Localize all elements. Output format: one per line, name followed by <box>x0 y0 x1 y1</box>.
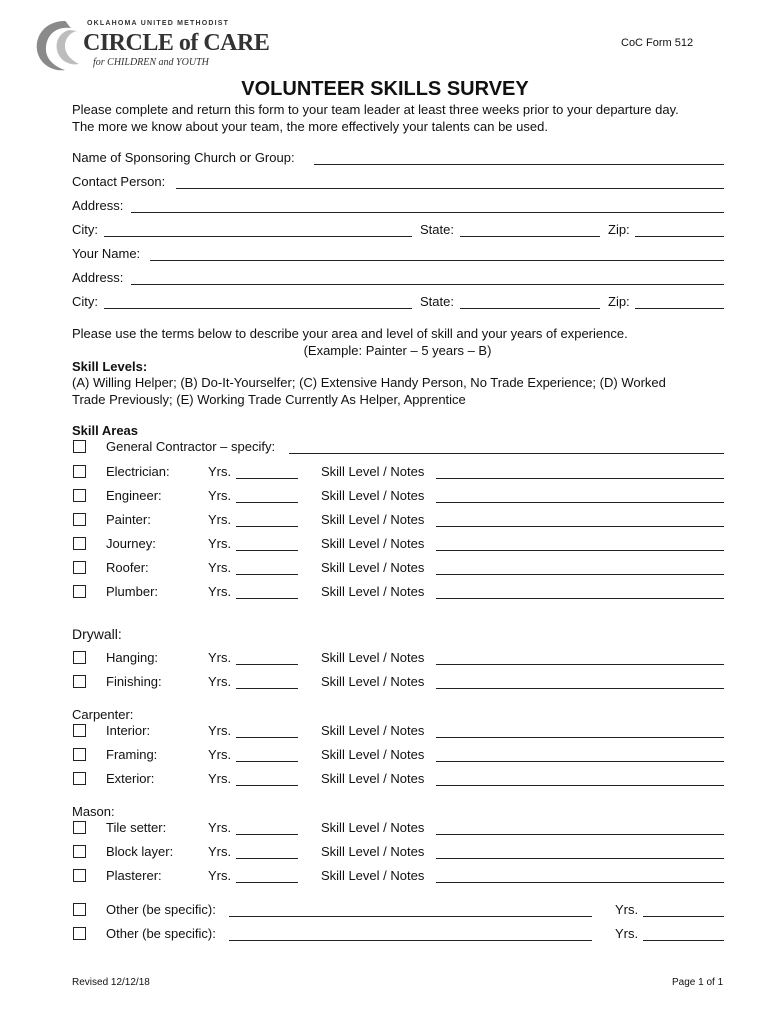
skill-checkbox[interactable] <box>73 748 86 761</box>
skill-notes-label: Skill Level / Notes <box>321 844 425 859</box>
yrs-field[interactable] <box>236 785 298 786</box>
skill-notes-field[interactable] <box>436 882 724 883</box>
other-label: Other (be specific): <box>106 926 216 941</box>
skill-notes-label: Skill Level / Notes <box>321 868 425 883</box>
zip-2-field[interactable] <box>635 308 724 309</box>
skill-notes-field[interactable] <box>436 502 724 503</box>
skill-notes-field[interactable] <box>436 478 724 479</box>
skill-checkbox[interactable] <box>73 465 86 478</box>
page-title: VOLUNTEER SKILLS SURVEY <box>241 78 529 100</box>
skill-checkbox[interactable] <box>73 513 86 526</box>
contact-person-field[interactable] <box>176 188 724 189</box>
skill-notes-field[interactable] <box>436 574 724 575</box>
skill-name: Plumber: <box>106 584 159 599</box>
carpenter-heading: Carpenter: <box>72 707 134 722</box>
yrs-label: Yrs. <box>208 771 232 786</box>
skill-notes-field[interactable] <box>436 526 724 527</box>
other-label: Other (be specific): <box>106 902 216 917</box>
drywall-heading: Drywall: <box>72 626 122 642</box>
skill-checkbox[interactable] <box>73 869 86 882</box>
church-label: Name of Sponsoring Church or Group: <box>72 150 295 165</box>
yrs-field[interactable] <box>236 882 298 883</box>
other-specify-field[interactable] <box>229 916 592 917</box>
skill-notes-label: Skill Level / Notes <box>321 488 425 503</box>
skill-name: Journey: <box>106 536 156 551</box>
skill-checkbox[interactable] <box>73 772 86 785</box>
yrs-label: Yrs. <box>208 820 232 835</box>
skill-notes-label: Skill Level / Notes <box>321 771 425 786</box>
skill-notes-field[interactable] <box>436 688 724 689</box>
yrs-label: Yrs. <box>208 844 232 859</box>
skill-name: Framing: <box>106 747 158 762</box>
yrs-field[interactable] <box>643 916 724 917</box>
skill-notes-field[interactable] <box>436 598 724 599</box>
skill-notes-field[interactable] <box>436 664 724 665</box>
city-2-label: City: <box>72 294 98 309</box>
skill-notes-label: Skill Level / Notes <box>321 747 425 762</box>
other-checkbox[interactable] <box>73 927 86 940</box>
skill-notes-label: Skill Level / Notes <box>321 584 425 599</box>
yrs-label: Yrs. <box>208 868 232 883</box>
your-name-label: Your Name: <box>72 246 141 261</box>
skill-notes-field[interactable] <box>436 550 724 551</box>
other-checkbox[interactable] <box>73 903 86 916</box>
logo-org-text: OKLAHOMA UNITED METHODIST <box>87 20 230 27</box>
intro-line-1: Please complete and return this form to your team leader at least three weeks prior to your departure day. <box>72 102 679 117</box>
footer-page: Page 1 of 1 <box>672 977 724 988</box>
yrs-field[interactable] <box>236 688 298 689</box>
general-contractor-checkbox[interactable] <box>73 440 86 453</box>
example-text: (Example: Painter – 5 years – B) <box>303 343 492 358</box>
yrs-label: Yrs. <box>208 536 232 551</box>
zip-label: Zip: <box>608 222 630 237</box>
skill-name: Plasterer: <box>106 868 162 883</box>
yrs-field[interactable] <box>236 761 298 762</box>
skill-name: Interior: <box>106 723 151 738</box>
instructions-text: Please use the terms below to describe your area and level of skill and your years of experience. <box>72 326 628 341</box>
state-2-field[interactable] <box>460 308 600 309</box>
yrs-field[interactable] <box>236 737 298 738</box>
skill-levels-line-2: Trade Previously; (E) Working Trade Currently As Helper, Apprentice <box>72 392 466 407</box>
yrs-label: Yrs. <box>208 723 232 738</box>
general-contractor-field[interactable] <box>289 453 724 454</box>
yrs-label: Yrs. <box>208 650 232 665</box>
yrs-label: Yrs. <box>208 674 232 689</box>
skill-checkbox[interactable] <box>73 845 86 858</box>
yrs-label: Yrs. <box>615 926 639 941</box>
skill-name: Block layer: <box>106 844 174 859</box>
state-field[interactable] <box>460 236 600 237</box>
skill-notes-field[interactable] <box>436 834 724 835</box>
logo-name-text: CIRCLE of CARE <box>83 30 270 56</box>
yrs-field[interactable] <box>236 598 298 599</box>
yrs-label: Yrs. <box>208 560 232 575</box>
form-code: CoC Form 512 <box>621 37 694 49</box>
skill-checkbox[interactable] <box>73 821 86 834</box>
city-field[interactable] <box>104 236 412 237</box>
contact-person-label: Contact Person: <box>72 174 166 189</box>
yrs-field[interactable] <box>236 834 298 835</box>
skill-checkbox[interactable] <box>73 651 86 664</box>
skill-levels-line-1: (A) Willing Helper; (B) Do-It-Yourselfer; (C) Extensive Handy Person, No Trade Experience; (D) Worked <box>72 375 666 390</box>
skill-notes-label: Skill Level / Notes <box>321 820 425 835</box>
skill-notes-label: Skill Level / Notes <box>321 560 425 575</box>
zip-field[interactable] <box>635 236 724 237</box>
address-label: Address: <box>72 198 124 213</box>
skill-notes-label: Skill Level / Notes <box>321 650 425 665</box>
skill-notes-label: Skill Level / Notes <box>321 464 425 479</box>
skill-notes-label: Skill Level / Notes <box>321 512 425 527</box>
skill-checkbox[interactable] <box>73 724 86 737</box>
yrs-field[interactable] <box>236 664 298 665</box>
skill-name: Engineer: <box>106 488 162 503</box>
skill-name: Exterior: <box>106 771 155 786</box>
skill-name: Hanging: <box>106 650 159 665</box>
yrs-label: Yrs. <box>615 902 639 917</box>
yrs-label: Yrs. <box>208 464 232 479</box>
yrs-label: Yrs. <box>208 512 232 527</box>
yrs-field[interactable] <box>236 526 298 527</box>
skill-notes-field[interactable] <box>436 737 724 738</box>
church-field[interactable] <box>314 164 724 165</box>
skill-checkbox[interactable] <box>73 585 86 598</box>
skill-notes-field[interactable] <box>436 761 724 762</box>
skill-name: Painter: <box>106 512 151 527</box>
city-label: City: <box>72 222 98 237</box>
other-specify-field[interactable] <box>229 940 592 941</box>
your-name-field[interactable] <box>150 260 724 261</box>
yrs-label: Yrs. <box>208 488 232 503</box>
yrs-field[interactable] <box>236 478 298 479</box>
skill-notes-label: Skill Level / Notes <box>321 536 425 551</box>
skill-name: Roofer: <box>106 560 149 575</box>
intro-line-2: The more we know about your team, the more effectively your talents can be used. <box>72 119 548 134</box>
zip-2-label: Zip: <box>608 294 630 309</box>
yrs-field[interactable] <box>236 574 298 575</box>
skill-areas-heading: Skill Areas <box>72 423 139 438</box>
mason-heading: Mason: <box>72 804 115 819</box>
skill-notes-label: Skill Level / Notes <box>321 723 425 738</box>
yrs-field[interactable] <box>643 940 724 941</box>
city-2-field[interactable] <box>104 308 412 309</box>
yrs-field[interactable] <box>236 550 298 551</box>
logo-sub-text: for CHILDREN and YOUTH <box>93 57 209 68</box>
yrs-label: Yrs. <box>208 584 232 599</box>
skill-levels-heading: Skill Levels: <box>72 359 148 374</box>
skill-notes-label: Skill Level / Notes <box>321 674 425 689</box>
skill-notes-field[interactable] <box>436 785 724 786</box>
state-label: State: <box>420 222 454 237</box>
skill-checkbox[interactable] <box>73 675 86 688</box>
skill-name: Electrician: <box>106 464 170 479</box>
skill-checkbox[interactable] <box>73 537 86 550</box>
skill-name: Finishing: <box>106 674 162 689</box>
skill-name: Tile setter: <box>106 820 167 835</box>
address-2-field[interactable] <box>131 284 724 285</box>
address-field[interactable] <box>131 212 724 213</box>
state-2-label: State: <box>420 294 454 309</box>
skill-checkbox[interactable] <box>73 561 86 574</box>
skill-notes-field[interactable] <box>436 858 724 859</box>
footer-revised: Revised 12/12/18 <box>72 977 150 988</box>
yrs-field[interactable] <box>236 858 298 859</box>
skill-checkbox[interactable] <box>73 489 86 502</box>
address-2-label: Address: <box>72 270 124 285</box>
general-contractor-label: General Contractor – specify: <box>106 439 276 454</box>
yrs-field[interactable] <box>236 502 298 503</box>
yrs-label: Yrs. <box>208 747 232 762</box>
